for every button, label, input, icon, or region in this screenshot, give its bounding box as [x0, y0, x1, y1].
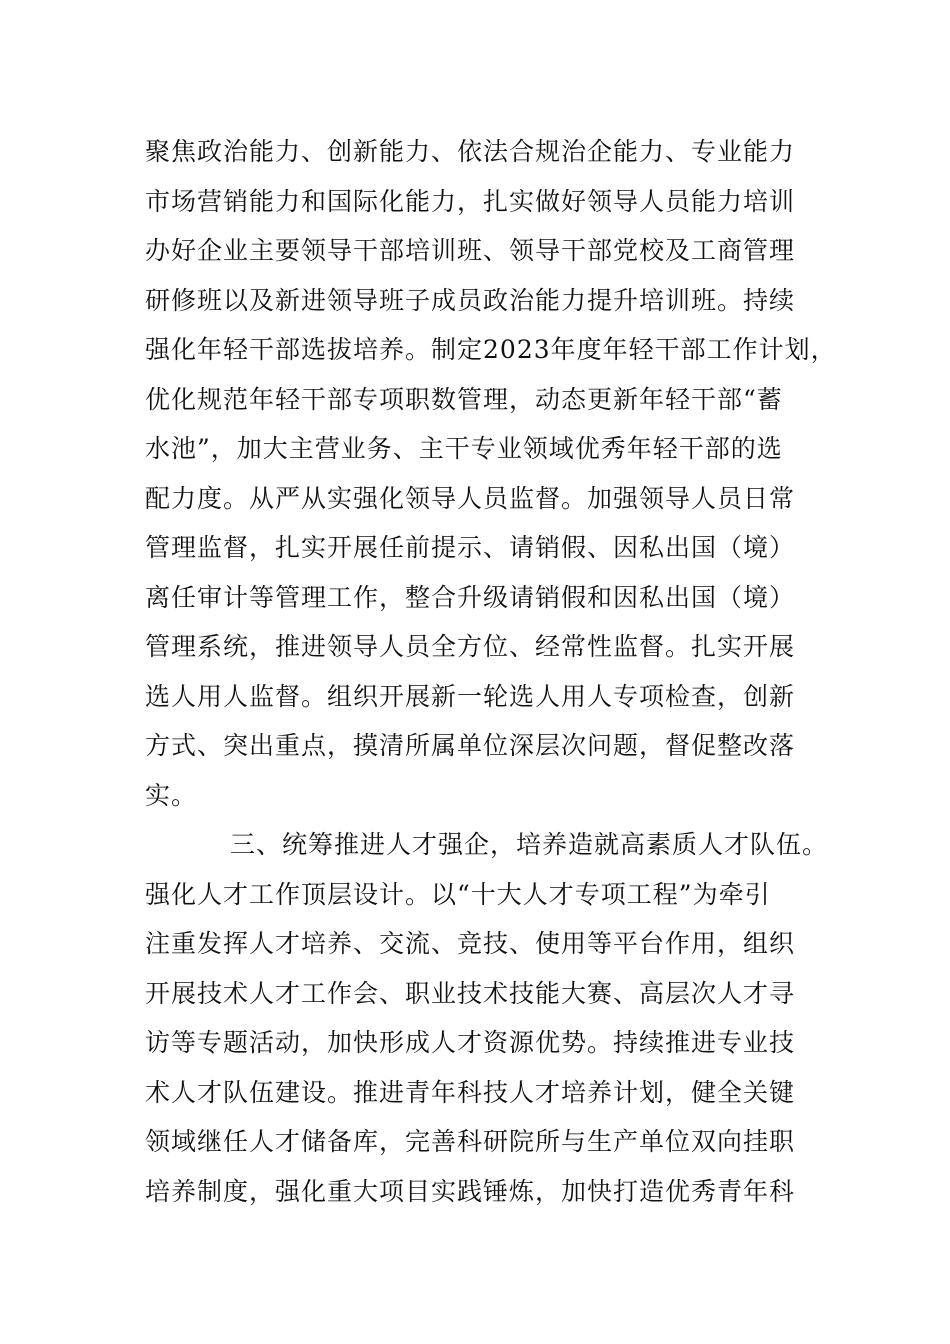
text-line: 实。 [145, 780, 198, 810]
text-line: 强化年轻干部选拔培养。制定2023年度年轻干部工作计划， [145, 335, 837, 364]
text-line: 优化规范年轻干部专项职数管理，动态更新年轻干部“蓄 [145, 384, 783, 414]
text-line: 选人用人监督。组织开展新一轮选人用人专项检查，创新 [145, 681, 796, 711]
text-line: 注重发挥人才培养、交流、竞技、使用等平台作用，组织 [145, 929, 796, 958]
text-line: 管理监督，扎实开展任前提示、请销假、因私出国（境） [145, 533, 796, 562]
text-line: 培养制度，强化重大项目实践锤炼，加快打造优秀青年科 [145, 1176, 796, 1206]
text-line: 开展技术人才工作会、职业技术技能大赛、高层次人才寻 [145, 978, 796, 1008]
text-line: 强化人才工作顶层设计。以“十大人才专项工程”为牵引 [145, 879, 771, 909]
text-line: 离任审计等管理工作，整合升级请销假和因私出国（境） [145, 582, 796, 612]
text-line: 办好企业主要领导干部培训班、领导干部党校及工商管理 [145, 236, 796, 265]
text-line: 研修班以及新进领导班子成员政治能力提升培训班。持续 [145, 285, 796, 315]
text-line: 方式、突出重点，摸清所属单位深层次问题，督促整改落 [145, 731, 796, 760]
text-line: 管理系统，推进领导人员全方位、经常性监督。扎实开展 [145, 632, 796, 661]
text-line: 聚焦政治能力、创新能力、依法合规治企能力、专业能力 [145, 137, 796, 166]
text-line: 术人才队伍建设。推进青年科技人才培养计划，健全关键 [145, 1077, 796, 1107]
text-line: 市场营销能力和国际化能力，扎实做好领导人员能力培训 [145, 186, 796, 216]
text-line: 配力度。从严从实强化领导人员监督。加强领导人员日常 [145, 483, 796, 513]
text-line: 领域继任人才储备库，完善科研院所与生产单位双向挂职 [145, 1127, 796, 1156]
section-heading: 三、统筹推进人才强企，培养造就高素质人才队伍。 [230, 830, 829, 859]
text-line: 访等专题活动，加快形成人才资源优势。持续推进专业技 [145, 1028, 796, 1057]
body-text [145, 127, 845, 1216]
text-line: 水池”，加大主营业务、主干专业领域优秀年轻干部的选 [145, 434, 783, 463]
